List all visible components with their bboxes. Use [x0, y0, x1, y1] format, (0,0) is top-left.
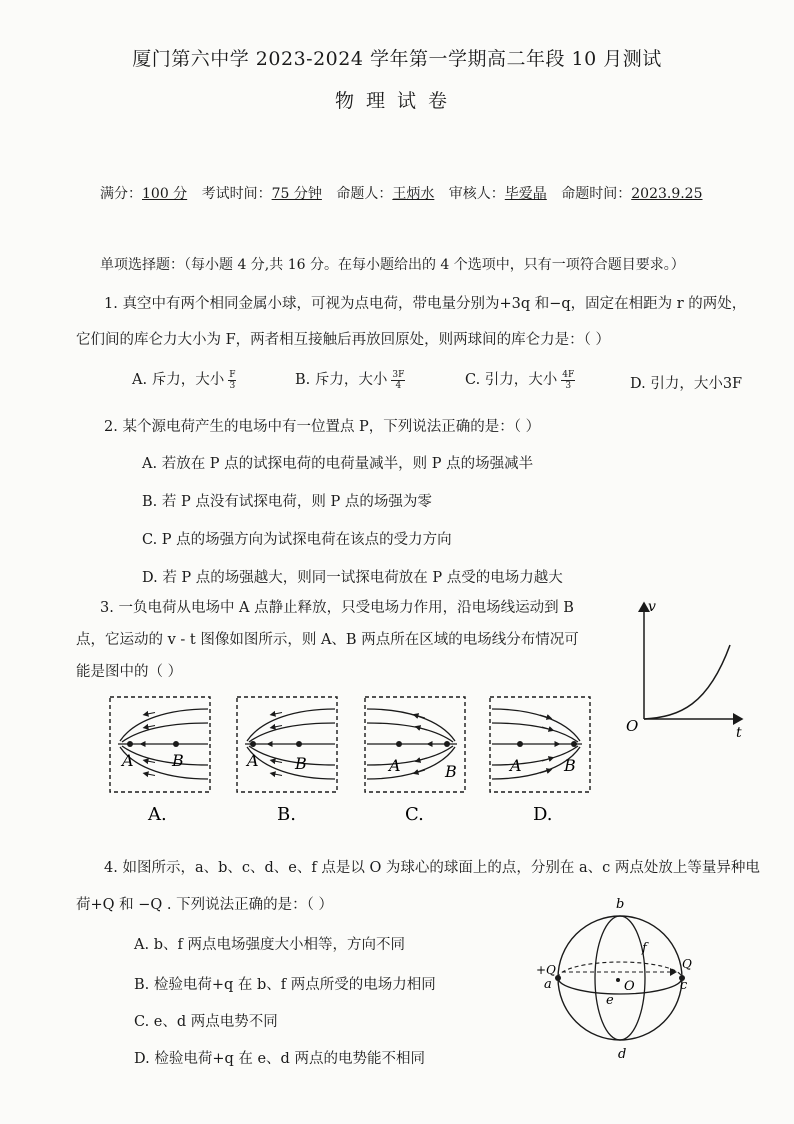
q2-option-d: D. 若 P 点的场强越大，则同一试探电荷放在 P 点受的电场力越大	[142, 570, 563, 586]
vertical-great-circle	[595, 916, 645, 1040]
diagram-a	[110, 697, 210, 792]
author: 王炳水	[392, 186, 435, 202]
label-b: B	[445, 762, 457, 781]
reviewer: 毕爱晶	[504, 186, 547, 202]
q3-stem-line3: 能是图中的（ ）	[76, 664, 183, 680]
q1-option-a-text: A. 斥力，大小	[132, 372, 225, 388]
diagram-d	[490, 697, 590, 792]
q1-option-b	[295, 368, 405, 391]
fraction-numerator: 4F	[562, 369, 575, 380]
v-axis-label: v	[648, 599, 656, 615]
date-label: 命题时间：	[561, 186, 632, 202]
pos-charge-label: +Q	[536, 963, 556, 977]
fraction-denominator: 3	[565, 380, 572, 391]
full-score-label: 满分：	[100, 186, 142, 202]
equator-back	[558, 962, 682, 978]
q3-field-diagrams	[100, 692, 600, 832]
full-score: 100 分	[142, 186, 188, 202]
date: 2023.9.25	[631, 186, 703, 202]
center-o-label: O	[624, 979, 635, 994]
q4-option-b: B. 检验电荷+q 在 b、f 两点所受的电场力相同	[134, 977, 436, 993]
section-heading: 单项选择题：（每小题 4 分,共 16 分。在每小题给出的 4 个选项中，只有一项符合题目要求。）	[100, 257, 685, 273]
q1-stem-line1: 1. 真空中有两个相同金属小球，可视为点电荷，带电量分别为+3q 和−q，固定在相距为 r 的两处，	[104, 296, 747, 312]
exam-meta	[100, 183, 703, 203]
diagram-b	[237, 697, 337, 792]
q1-option-a-fraction	[228, 370, 236, 391]
q2-option-b: B. 若 P 点没有试探电荷，则 P 点的场强为零	[142, 494, 432, 510]
diagram-c	[365, 697, 465, 792]
sphere-outline	[558, 916, 682, 1040]
q2-option-c: C. P 点的场强方向为试探电荷在该点的受力方向	[142, 532, 452, 548]
q2-stem: 2. 某个源电荷产生的电场中有一位置点 P，下列说法正确的是：（ ）	[104, 419, 541, 435]
point-e-label: e	[606, 993, 614, 1008]
vt-curve	[644, 645, 730, 719]
fraction-denominator: 3	[229, 380, 236, 391]
point-c-label: c	[680, 978, 688, 993]
q3-stem-line1: 3. 一负电荷从电场中 A 点静止释放，只受电场力作用，沿电场线运动到 B	[100, 600, 574, 616]
exam-subtitle: 物理试卷	[334, 90, 459, 112]
neg-charge-label: Q	[682, 957, 692, 971]
diagram-d-label: D.	[533, 804, 553, 825]
q1-option-a	[132, 368, 236, 391]
q3-stem-line2: 点，它运动的 v - t 图像如图所示，则 A、B 两点所在区域的电场线分布情况可	[76, 632, 579, 648]
origin-label: O	[626, 717, 639, 735]
fraction-numerator: F	[229, 369, 236, 380]
author-label: 命题人：	[336, 186, 393, 202]
exam-time: 75 分钟	[271, 186, 322, 202]
point-a-label: a	[544, 977, 552, 992]
label-a: A	[510, 756, 522, 775]
q1-stem-line2: 它们间的库仑力大小为 F，两者相互接触后再放回原处，则两球间的库仑力是：（ ）	[76, 332, 611, 348]
diagram-b-label: B.	[277, 804, 296, 825]
exam-time-label: 考试时间：	[201, 186, 272, 202]
q4-option-c: C. e、d 两点电势不同	[134, 1014, 278, 1030]
q1-option-d: D. 引力，大小3F	[630, 376, 743, 392]
q1-option-c	[465, 368, 575, 391]
q4-stem-line2: 荷+Q 和 −Q . 下列说法正确的是：（ ）	[76, 897, 333, 913]
q1-option-c-fraction	[561, 370, 575, 391]
q4-option-d: D. 检验电荷+q 在 e、d 两点的电势能不相同	[134, 1051, 425, 1067]
fraction-numerator: 3F	[392, 369, 405, 380]
point-f-label: f	[642, 941, 647, 956]
q1-option-c-text: C. 引力，大小	[465, 372, 558, 388]
q1-option-b-fraction	[391, 370, 405, 391]
q4-stem-line1: 4. 如图所示，a、b、c、d、e、f 点是以 O 为球心的球面上的点，分别在 a、c 两点处放上等量异种电	[104, 860, 760, 876]
label-a: A	[247, 751, 259, 770]
q2-option-a: A. 若放在 P 点的试探电荷的电荷量减半，则 P 点的场强减半	[142, 456, 534, 472]
label-a: A	[389, 756, 401, 775]
equator-front	[558, 978, 682, 994]
q3-vt-graph	[620, 595, 755, 740]
q4-option-a: A. b、f 两点电场强度大小相等，方向不同	[134, 937, 405, 953]
label-b: B	[295, 754, 307, 773]
t-axis-label: t	[736, 725, 742, 740]
label-b: B	[564, 756, 576, 775]
q4-sphere-diagram	[532, 892, 712, 1062]
q1-option-b-text: B. 斥力，大小	[295, 372, 388, 388]
diagram-a-label: A.	[148, 804, 167, 825]
point-b-label: b	[616, 897, 625, 912]
fraction-denominator: 4	[395, 380, 402, 391]
diagram-c-label: C.	[405, 804, 424, 825]
exam-title: 厦门第六中学 2023-2024 学年第一学期高二年段 10 月测试	[132, 48, 662, 70]
label-b: B	[172, 751, 184, 770]
reviewer-label: 审核人：	[448, 186, 505, 202]
label-a: A	[122, 751, 134, 770]
point-d-label: d	[618, 1047, 627, 1062]
